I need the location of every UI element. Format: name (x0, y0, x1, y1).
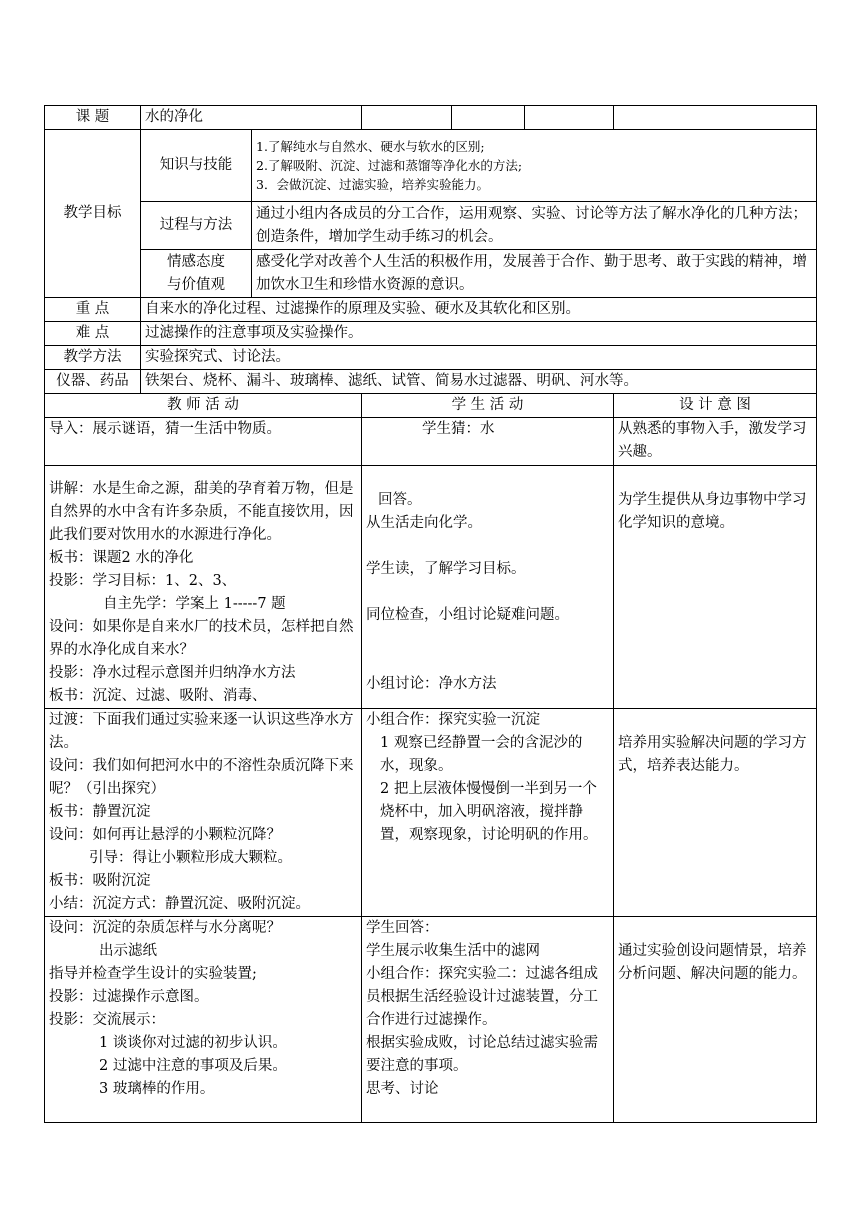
student-line: 小组讨论：净水方法 (366, 676, 497, 692)
teacher-line: 1 谈谈你对过滤的初步认识。 (99, 1035, 287, 1051)
teacher-line: 设问：如何再让悬浮的小颗粒沉降？ (49, 827, 281, 843)
teacher-cell (45, 709, 362, 917)
focus-label: 重 点 (45, 298, 141, 322)
design-cell (614, 917, 817, 1123)
design-cell: 从熟悉的事物入手，激发学习兴趣。 (614, 418, 817, 466)
design-column-header: 设 计 意 图 (614, 394, 817, 418)
knowledge-item: 1.了解纯水与自然水、硬水与软水的区别; (256, 139, 485, 154)
teacher-line: 小结：沉淀方式：静置沉淀、吸附沉淀。 (49, 896, 310, 912)
teacher-line: 投影：学习目标：1、2、3、 (49, 573, 237, 589)
teacher-line: 投影：净水过程示意图并归纳净水方法 (49, 665, 296, 681)
teacher-line: 设问：沉淀的杂质怎样与水分离呢？ (49, 920, 281, 936)
student-line: 回答。 (378, 492, 422, 508)
student-line: 2 把上层液体慢慢倒一半到另一个烧杯中，加入明矾溶液，搅拌静置，观察现象，讨论明矾的作用。 (380, 781, 598, 843)
knowledge-items (252, 130, 817, 202)
lesson-plan (44, 105, 816, 1123)
teacher-line: 讲解：水是生命之源，甜美的孕育着万物，但是自然界的水中含有许多杂质，不能直接饮用，因此我们要对饮用水的水源进行净化。 (49, 481, 354, 543)
teacher-line: 投影：过滤操作示意图。 (49, 989, 209, 1005)
attitude-label (141, 250, 252, 298)
knowledge-item: 3．会做沉淀、过滤实验，培养实验能力。 (256, 177, 489, 192)
teacher-line: 过渡：下面我们通过实验来逐一认识这些净水方法。 (49, 712, 354, 751)
equipment-text: 铁架台、烧杯、漏斗、玻璃棒、滤纸、试管、简易水过滤器、明矾、河水等。 (141, 370, 817, 394)
empty-cell (452, 106, 525, 130)
teacher-column-header: 教 师 活 动 (45, 394, 362, 418)
empty-cell (614, 106, 817, 130)
teacher-line: 设问：我们如何把河水中的不溶性杂质沉降下来呢？（引出探究） (49, 758, 354, 797)
teacher-line: 引导：得让小颗粒形成大颗粒。 (89, 850, 292, 866)
student-cell (362, 418, 614, 466)
empty-cell (362, 106, 452, 130)
design-text: 培养用实验解决问题的学习方式，培养表达能力。 (618, 735, 807, 774)
teacher-cell (45, 917, 362, 1123)
design-text: 通过实验创设问题情景，培养分析问题、解决问题的能力。 (618, 943, 807, 982)
teacher-line: 投影：交流展示： (49, 1012, 165, 1028)
student-cell (362, 709, 614, 917)
student-line: 学生回答： (366, 920, 439, 936)
knowledge-item: 2.了解吸附、沉淀、过滤和蒸馏等净化水的方法; (256, 158, 523, 173)
course-title: 水的净化 (141, 106, 362, 130)
lesson-plan-table (44, 105, 817, 1123)
student-line: 根据实验成败，讨论总结过滤实验需要注意的事项。 (366, 1035, 598, 1074)
teacher-cell (45, 466, 362, 709)
student-line: 学生展示收集生活中的滤网 (366, 943, 540, 959)
design-text: 为学生提供从身边事物中学习化学知识的意境。 (618, 492, 807, 531)
method-label: 教学方法 (45, 346, 141, 370)
student-line: 从生活走向化学。 (366, 515, 482, 531)
teacher-line: 板书：吸附沉淀 (49, 873, 151, 889)
student-line: 小组合作：探究实验一沉淀 (366, 712, 540, 728)
teacher-line: 2 过滤中注意的事项及后果。 (99, 1058, 287, 1074)
student-cell (362, 466, 614, 709)
student-cell (362, 917, 614, 1123)
teacher-line: 3 玻璃棒的作用。 (99, 1081, 215, 1097)
student-line: 1 观察已经静置一会的含泥沙的水，现象。 (380, 735, 583, 774)
teacher-line: 自主先学：学案上 1-----7 题 (103, 596, 286, 612)
equipment-label: 仪器、药品 (45, 370, 141, 394)
design-cell (614, 709, 817, 917)
student-line: 同位检查，小组讨论疑难问题。 (366, 607, 569, 623)
method-text: 实验探究式、讨论法。 (141, 346, 817, 370)
student-line: 思考、讨论 (366, 1081, 439, 1097)
teacher-line: 板书：沉淀、过滤、吸附、消毒、 (49, 688, 267, 704)
teacher-line: 导入：展示谜语，猜一生活中物质。 (49, 421, 281, 437)
attitude-label-line: 情感态度 (167, 253, 225, 270)
student-line: 学生猜：水 (422, 421, 495, 437)
difficulty-label: 难 点 (45, 322, 141, 346)
teacher-line: 板书：静置沉淀 (49, 804, 151, 820)
knowledge-label: 知识与技能 (141, 130, 252, 202)
student-line: 小组合作：探究实验二：过滤各组成员根据生活经验设计过滤装置，分工合作进行过滤操作。 (366, 966, 598, 1028)
process-label: 过程与方法 (141, 202, 252, 250)
teacher-line: 出示滤纸 (99, 943, 157, 959)
empty-cell (525, 106, 614, 130)
process-text: 通过小组内各成员的分工合作，运用观察、实验、讨论等方法了解水净化的几种方法；创造条件，增加学生动手练习的机会。 (252, 202, 817, 250)
student-column-header: 学 生 活 动 (362, 394, 614, 418)
teacher-line: 指导并检查学生设计的实验装置; (49, 966, 257, 982)
attitude-text: 感受化学对改善个人生活的积极作用，发展善于合作、勤于思考、敢于实践的精神，增加饮水卫生和珍惜水资源的意识。 (252, 250, 817, 298)
design-cell (614, 466, 817, 709)
focus-text: 自来水的净化过程、过滤操作的原理及实验、硬水及其软化和区别。 (141, 298, 817, 322)
objectives-label: 教学目标 (45, 130, 141, 298)
teacher-cell (45, 418, 362, 466)
student-line: 学生读，了解学习目标。 (366, 561, 526, 577)
teacher-line: 设问：如果你是自来水厂的技术员，怎样把自然界的水净化成自来水？ (49, 619, 354, 658)
course-label: 课 题 (45, 106, 141, 130)
teacher-line: 板书：课题2 水的净化 (49, 550, 194, 566)
difficulty-text: 过滤操作的注意事项及实验操作。 (141, 322, 817, 346)
attitude-label-line: 与价值观 (167, 276, 225, 293)
